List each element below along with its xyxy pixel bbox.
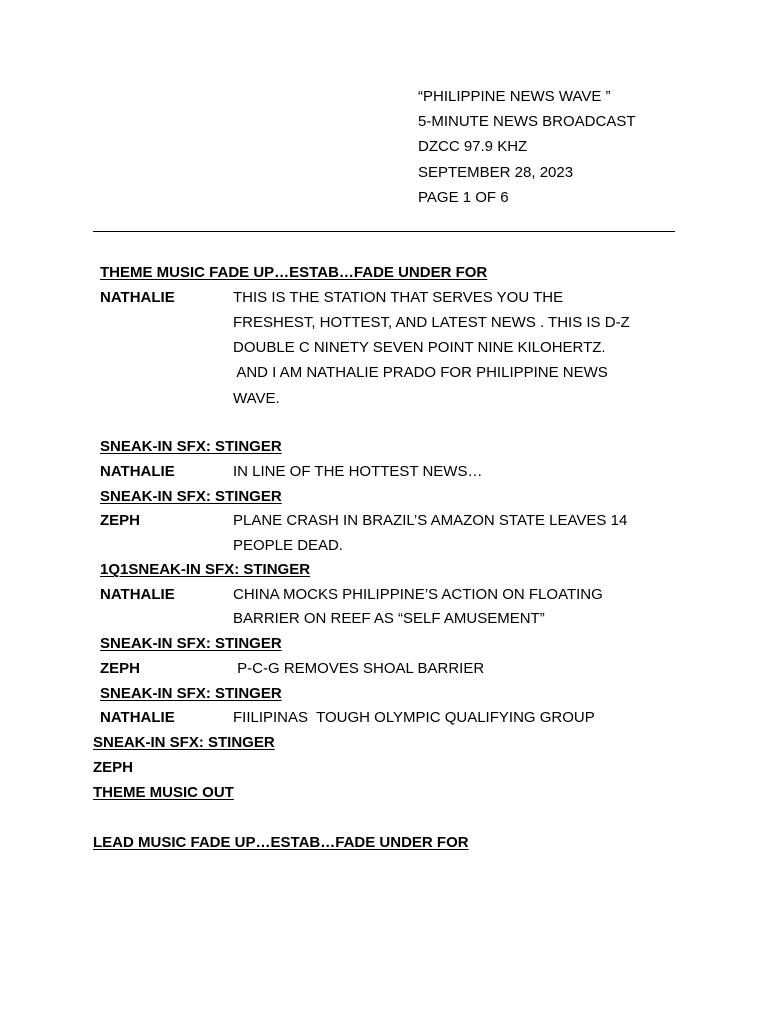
cue-theme-out: THEME MUSIC OUT [93,784,234,801]
program-title: “PHILIPPINE NEWS WAVE ” [418,88,611,105]
cue-lead-music-fade-up: LEAD MUSIC FADE UP…ESTAB…FADE UNDER FOR [93,834,469,851]
headline-line: BARRIER ON REEF AS “SELF AMUSEMENT” [233,610,545,627]
cue-stinger: SNEAK-IN SFX: STINGER [93,734,275,751]
cue-stinger: SNEAK-IN SFX: STINGER [100,685,282,702]
program-format: 5-MINUTE NEWS BROADCAST [418,113,636,131]
cue-stinger: SNEAK-IN SFX: STINGER [100,438,282,455]
intro-line: AND I AM NATHALIE PRADO FOR PHILIPPINE NEWS [233,364,608,381]
speaker-label: ZEPH [100,660,141,677]
headline-line: IN LINE OF THE HOTTEST NEWS… [233,463,483,480]
headline-line: FIILIPINAS TOUGH OLYMPIC QUALIFYING GROUP [233,709,595,726]
speaker-label: NATHALIE [100,586,175,603]
intro-line: WAVE. [233,390,280,407]
speaker-label: ZEPH [93,759,134,776]
broadcast-date: SEPTEMBER 28, 2023 [418,163,574,181]
cue-theme-fade-up: THEME MUSIC FADE UP…ESTAB…FADE UNDER FOR [100,264,488,281]
intro-line: DOUBLE C NINETY SEVEN POINT NINE KILOHERTZ. [233,339,606,356]
headline-line: P-C-G REMOVES SHOAL BARRIER [233,660,485,677]
cue-stinger: SNEAK-IN SFX: STINGER [100,488,282,505]
headline-line: PEOPLE DEAD. [233,537,344,554]
cue-stinger: SNEAK-IN SFX: STINGER [100,635,282,652]
speaker-label: NATHALIE [100,289,175,306]
headline-line: CHINA MOCKS PHILIPPINE’S ACTION ON FLOATING [233,586,603,603]
intro-line: THIS IS THE STATION THAT SERVES YOU THE [233,289,564,306]
cue-stinger: 1Q1SNEAK-IN SFX: STINGER [100,561,311,578]
header-divider [93,231,675,232]
intro-line: FRESHEST, HOTTEST, AND LATEST NEWS . THIS IS D-Z [233,314,630,331]
headline-line: PLANE CRASH IN BRAZIL’S AMAZON STATE LEAVES 14 [233,512,628,529]
station-frequency: DZCC 97.9 KHZ [418,138,528,156]
speaker-label: NATHALIE [100,463,175,480]
speaker-label: NATHALIE [100,709,175,726]
speaker-label: ZEPH [100,512,141,529]
page-number: PAGE 1 OF 6 [418,188,509,206]
script-header [418,84,636,210]
